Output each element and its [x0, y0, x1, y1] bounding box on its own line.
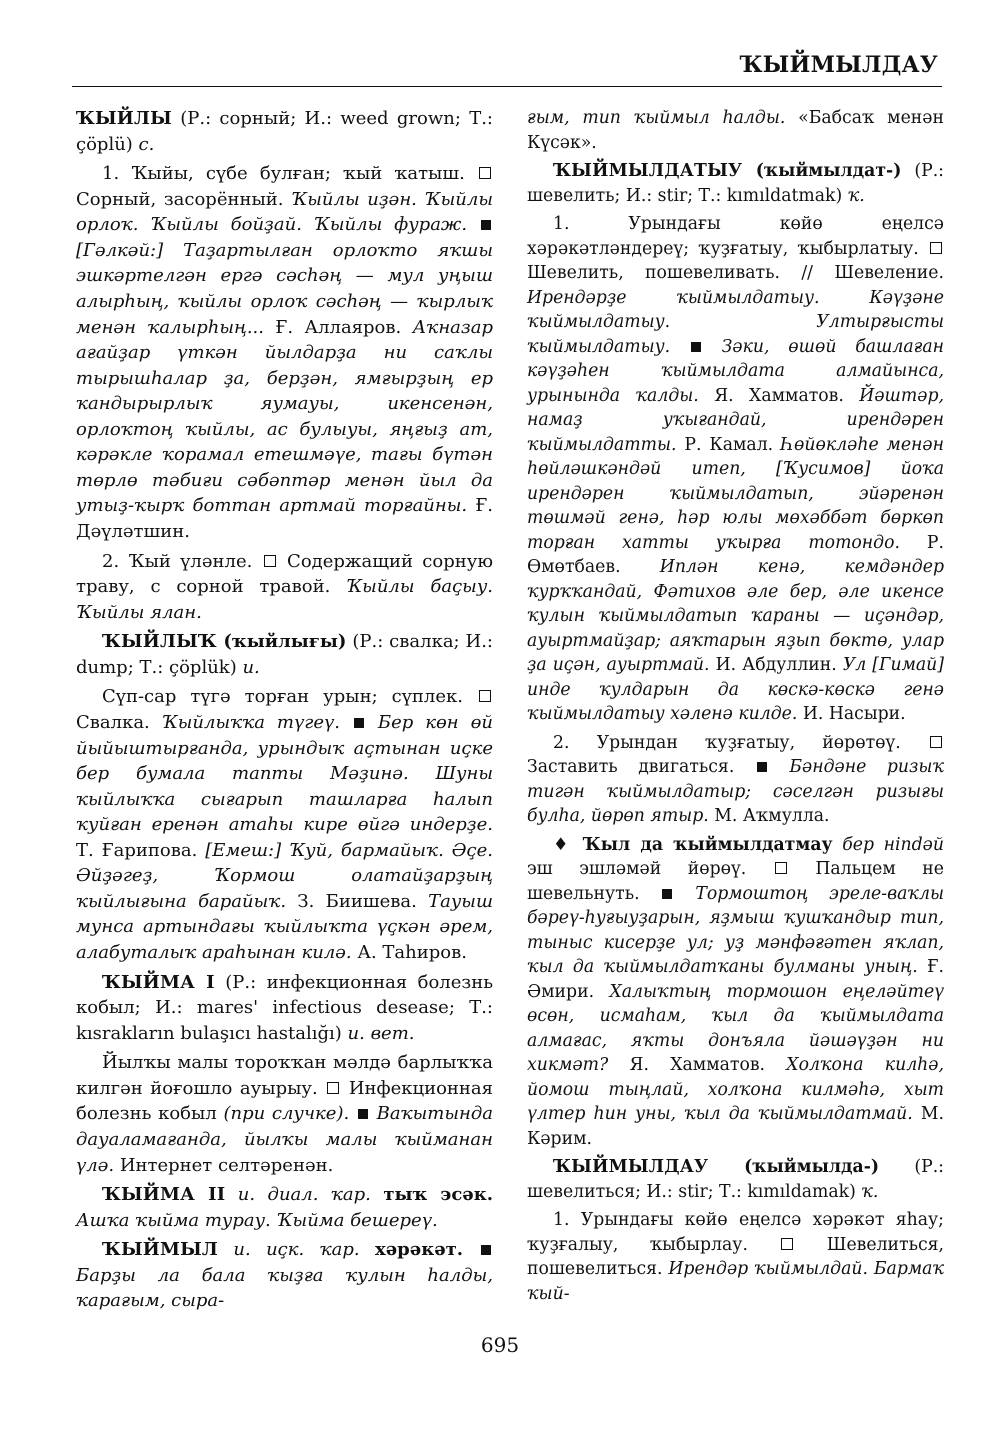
- russian-gloss: Шевелиться, пошевелиться.: [527, 1234, 944, 1279]
- header-rule: [72, 86, 942, 87]
- filled-square-icon: [757, 762, 767, 772]
- quote: Йәштәр, намаҙ уҡығандай, ирендәрен ҡыймылдатты.: [527, 385, 944, 455]
- author: А. Таһиров.: [351, 942, 467, 963]
- quote: Тормоштоң эреле-ваҡлы бәреү-һуғыуҙарын, яҙмыш ҡушҡандыр тип, тыныс кисерҙе ул; уҙ мәнфәғәтен яҡлап, ҡыл да ҡыймылдатҡаны булманы уның.: [527, 883, 944, 977]
- headword: ҠЫЙМА I: [102, 971, 215, 993]
- sense-text: 2. Урындан ҡуҙғатыу, йөрөтөү.: [553, 732, 928, 753]
- filled-square-icon: [481, 220, 491, 230]
- headword: ҠЫЙМЫЛДАТЫУ: [553, 161, 743, 181]
- entry-kyily-sense-1: [76, 161, 493, 544]
- phrase-definition-cont: эш эшләмәй йөрөү.: [527, 859, 773, 879]
- entry-kyimyldatyu-head: [527, 159, 944, 208]
- quote: Зәки, өшөй башлаған кәүҙәһен ҡыймылдата алмайынса, урынында ҡалды.: [527, 336, 945, 406]
- entry-kyima2: [76, 1182, 493, 1233]
- entry-kyimyl-continued: [527, 106, 944, 155]
- translations: (Р.: шевелиться; И.: stir; Т.: kımıldamak): [527, 1157, 944, 1202]
- quote: Бер көн өй йыйыштырғанда, урындыҡ аҫтынан иҫке бер бумала тапты Мәҙинә. Шуны ҡыйлыҡҡа сығарып ташларға һалып ҡуйған еренән атаһы кире өйгә индерҙе.: [76, 711, 493, 836]
- right-column: [527, 106, 944, 1310]
- part-of-speech: ҡ.: [847, 185, 865, 206]
- author: М. Кәрим.: [527, 1104, 944, 1149]
- entry-kyimyl: [76, 1237, 493, 1314]
- entry-kyily-sense-2: [76, 549, 493, 626]
- author: «Бабсаҡ менән Күсәк».: [527, 108, 944, 153]
- headword: ҠЫЙМЫЛДАУ: [553, 1157, 709, 1177]
- square-icon: [781, 1238, 793, 1250]
- headword-form: (ҡыйлығы): [216, 631, 347, 653]
- examples: Ирендәр ҡыймылдай. Бармаҡ ҡый-: [527, 1259, 944, 1304]
- sense-text: 1. Урындағы көйө еңелсә хәрәкәтләндереү; ҡуҙғатыу, ҡыбырлатыу.: [527, 214, 944, 259]
- author: Ғ. Әмири.: [527, 957, 944, 1002]
- square-icon: [264, 555, 276, 567]
- quote: [Гәлкәй:] Таҙартылған орлоҡто яҡшы эшкәртелгән ергә сәсһәң — мул уңыш алырһың, ҡыйлы орлоҡ сәсһәң — ҡырлыҡ менән ҡалырһың...: [76, 239, 493, 338]
- translations: (Р.: шевелить; И.: stir; Т.: kımıldatmak): [527, 161, 944, 206]
- square-icon: [775, 862, 787, 874]
- cross-reference: хәрәкәт.: [374, 1239, 479, 1261]
- headword: ҠЫЙЛЫҠ: [102, 631, 217, 653]
- quote: Иплән кенә, кемдәндер ҡурҡҡандай, Фәтихов әле бер, әле икенсе ҡулын ҡыймылдатып ҡараны — иҫәндәр, ауыртмайҙар; аяҡтарын яҙып бөктө, улар ҙа иҫән, ауыртмай.: [527, 557, 944, 675]
- author: И. Абдуллин.: [709, 655, 843, 675]
- author: Т. Ғарипова.: [76, 839, 206, 861]
- sense-text: Йылҡы малы тороҡҡан мәлдә барлыҡҡа килгән йоғошло ауырыу.: [76, 1052, 493, 1099]
- headword-form: (ҡыймылдат-): [742, 161, 902, 181]
- entry-kyima1-sense: [76, 1050, 493, 1178]
- russian-gloss: Инфекционная болезнь кобыл: [76, 1077, 493, 1125]
- sense-text: 1. Ҡыйы, сүбе булған; ҡый ҡатыш.: [102, 163, 477, 185]
- quote: Холҡона килһә, йомош тыңлай, холҡона килмәһә, хыт үлтер һин уны, ҡыл да ҡыймылдатмай.: [527, 1055, 944, 1124]
- russian-gloss: Содержащий сорную траву, с сорной травой.: [76, 550, 493, 598]
- sense-text: 2. Ҡый үләнле.: [102, 550, 262, 572]
- quote: [Емеш:] Ҡуй, бармайыҡ. Әҫе. Әйҙәгеҙ, Ҡормош олатайҙарҙың ҡыйлығына барайыҡ.: [76, 839, 493, 912]
- part-of-speech: ҡ.: [861, 1181, 879, 1202]
- author: Р. Өмөтбаев.: [527, 532, 944, 577]
- examples: Ашҡа ҡыйма турау. Ҡыйма бешереү.: [76, 1209, 438, 1231]
- phrase-definition: бер нindәй: [832, 834, 944, 855]
- russian-gloss-note: (при случке).: [223, 1103, 356, 1125]
- part-of-speech: и. иҫк. ҡар.: [218, 1239, 375, 1261]
- diamond-icon: ♦: [553, 834, 583, 855]
- quote: Тауыш мунса артындағы ҡыйлыҡта үҫкән әрем, алабуталыҡ араһынан килә.: [76, 890, 494, 963]
- square-icon: [930, 242, 942, 254]
- quote: Халыҡтың тормошон еңеләйтеү өсөн, исмаһам, ҡыл да ҡыймылдата алмағас, яҡты донъяла йәшәүҙән ни хикмәт?: [527, 981, 944, 1075]
- headword: ҠЫЙМЫЛ: [102, 1239, 219, 1261]
- entry-kyimyldatyu-sense-2: [527, 731, 944, 829]
- author: М. Аҡмулла.: [708, 806, 830, 826]
- author: Я. Хамматов.: [608, 1055, 787, 1075]
- entry-kyima1-head: [76, 970, 493, 1047]
- cross-reference: тыҡ эсәк.: [383, 1184, 493, 1206]
- translations: (Р.: свалка; И.: dump; Т.: çöplük): [76, 631, 493, 678]
- russian-gloss: Заставить двигаться.: [527, 757, 755, 777]
- author: Ғ. Аллаяров.: [264, 316, 413, 338]
- translations: (Р.: сорный; И.: weed grown; Т.: çöplü): [76, 108, 493, 155]
- quote: Һөйөкләһе менән һөйләшкәндәй итеп, [Ҡусимов] йоҡа ирендәрен ҡыймылдатып, эйәренән төшмәй генә, һәр юлы мөхәббәт бөркөп торған хатты уҡырға тотондо.: [527, 434, 944, 553]
- author: Я. Хамматов.: [698, 385, 860, 406]
- sense-text: Сүп-сар түгә торған урын; сүплек.: [102, 686, 477, 708]
- russian-gloss: Сорный, засорённый.: [76, 188, 292, 210]
- examples: Ҡыйлы иҙән. Ҡыйлы орлоҡ. Ҡыйлы бойҙай. Ҡыйлы фураж.: [76, 188, 493, 236]
- examples: Ҡыйлы баҫыу. Ҡыйлы ялан.: [76, 576, 493, 623]
- entry-kyily-head: [76, 106, 493, 157]
- entry-kyimyldatyu-sense-1: [527, 212, 944, 727]
- square-icon: [930, 736, 942, 748]
- author: Интернет селтәренән.: [114, 1154, 334, 1176]
- filled-square-icon: [354, 718, 364, 728]
- part-of-speech: и. вет.: [347, 1022, 415, 1044]
- quote: ғым, тип ҡыймыл һалды.: [527, 108, 786, 128]
- author: Ғ. Дәүләтшин.: [76, 495, 493, 542]
- quote: Аҡназар ағайҙар үткән йылдарҙа ни саҡлы тырышһалар ҙа, берҙән, ямғырҙың ер ҡандырырлыҡ яумауы, икенсенән, орлоҡтоң ҡыйлы, ас булыуы, яңғыҙ ат, кәрәкле ҡорамал етешмәүе, тағы бүтән төрлө тәбиғи сәбәптәр менән йыл да утыҙ-ҡырҡ боттан артмай торғайны.: [76, 316, 493, 517]
- russian-gloss: Шевелить, пошевеливать. // Шевеление.: [527, 263, 944, 283]
- part-of-speech: и.: [242, 656, 260, 678]
- square-icon: [479, 690, 491, 702]
- headword-form: (ҡыймылда-): [708, 1157, 880, 1177]
- filled-square-icon: [481, 1245, 491, 1255]
- square-icon: [479, 167, 491, 179]
- quote: Ул [Гимай] инде ҡулдарын да көскә-көскә генә ҡыймылдатыу хәленә килде.: [527, 655, 944, 724]
- author: З. Биишева.: [286, 890, 429, 912]
- running-head: ҠЫЙМЫЛДАУ: [739, 52, 938, 78]
- entry-kyilyk-head: [76, 629, 493, 680]
- part-of-speech: с.: [138, 133, 155, 155]
- quote: Ваҡытында дауаламағанда, йылҡы малы ҡыйманан үлә.: [76, 1103, 493, 1176]
- phrase: Ҡыл да ҡыймылдатмау: [582, 834, 833, 855]
- square-icon: [327, 1082, 339, 1094]
- quote: Барҙы ла бала ҡыҙға ҡулын һалды, ҡарағым, сыра-: [76, 1264, 493, 1312]
- filled-square-icon: [358, 1109, 368, 1119]
- headword: ҠЫЙЛЫ: [76, 108, 172, 129]
- examples: Ирендәрҙе ҡыймылдатыу. Кәүҙәне ҡыймылдатыу. Ултырғысты ҡыймылдатыу.: [527, 287, 944, 357]
- author: И. Насыри.: [797, 704, 906, 724]
- page-number: 695: [480, 1333, 520, 1357]
- filled-square-icon: [691, 342, 701, 352]
- entry-kyimyldatyu-phrase: [527, 833, 944, 1152]
- sense-text: 1. Урындағы көйө еңелсә хәрәкәт яһау; ҡуҙғалыу, ҡыбырлау.: [527, 1210, 944, 1255]
- left-column: [76, 106, 493, 1318]
- entry-kyilyk-sense: [76, 684, 493, 965]
- entry-kyimyldau-sense-1: [527, 1208, 944, 1306]
- translations: (Р.: инфекционная болезнь кобыл; И.: mares' infectious desease; Т.: kısrakların bulaşıcı hastalığı): [76, 971, 494, 1044]
- quote: Бәндәне ризыҡ тигән ҡыймылдатыр; сәселгән ризығы булһа, йөрөп ятыр.: [527, 757, 945, 826]
- filled-square-icon: [662, 889, 672, 899]
- examples: Ҡыйлыҡҡа түгеү.: [161, 711, 352, 733]
- russian-gloss: Пальцем не шевельнуть.: [527, 859, 944, 904]
- entry-kyimyldau-head: [527, 1155, 944, 1204]
- part-of-speech: и. диал. ҡар.: [225, 1184, 384, 1206]
- russian-gloss: Свалка.: [76, 711, 162, 733]
- headword: ҠЫЙМА II: [102, 1184, 226, 1206]
- author: Р. Камал.: [676, 434, 782, 455]
